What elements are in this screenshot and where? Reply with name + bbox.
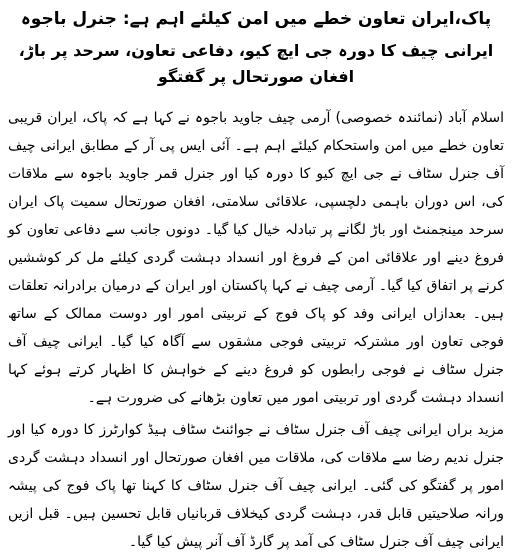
subheadline: ایرانی چیف کا دورہ جی ایچ کیو، دفاعی تعاون، سرحد پر باڑ، افغان صورتحال پر گفتگو (18, 41, 494, 86)
article-paragraph-2: مزید براں ایرانی چیف آف جنرل سٹاف نے جوائنٹ سٹاف ہیڈ کوارٹرز کا دورہ کیا اور جنرل ندیم رضا سے ملاقات کی، ملاقات میں افغان صورتحال اور انسداد دہشت گردی امور پر گفتگو کی گئی۔ ایرانی چیف آف جنرل سٹاف کا کہنا تھا پاک فوج کی پیشہ ورانہ صلاحیتیں قابل قدر، دہشت گردی کیخلاف قربانیاں قابل تحسین ہیں۔ قبل ازیں ایرانی چیف آف جنرل سٹاف کی آمد پر گارڈ آف آنر پیش کیا گیا۔ (8, 422, 504, 550)
headline: پاک،ایران تعاون خطے میں امن کیلئے اہم ہے: جنرل باجوہ (20, 9, 492, 29)
article-paragraph-1: اسلام آباد (نمائندہ خصوصی) آرمی چیف جاوید باجوہ نے کہا ہے کہ پاک، ایران قریبی تعاون خطے میں امن واستحکام کیلئے اہم ہے۔ آئی ایس پی آر کے مطابق ایرانی چیف آف جنرل سٹاف نے جی ایچ کیو کا دورہ کیا اور جنرل قمر جاوید باجوہ سے ملاقات کی، اس دوران باہمی دلچسپی، علاقائی سلامتی، افغان صورتحال سمیت پاک ایران سرحد مینجمنٹ اور باڑ لگانے پر تبادلہ خیال کیا گیا۔ دونوں جانب سے دفاعی تعاون کو فروغ دینے اور علاقائی امن کے فروغ اور انسداد دہشت گردی کیلئے مل کر کوششیں کرنے پر اتفاق کیا گیا۔ آرمی چیف نے کہا پاکستان اور ایران کے درمیان برادرانہ تعلقات ہیں۔ بعدازاں ایرانی وفد کو پاک فوج کے تربیتی امور اور دوست ممالک کے ساتھ فوجی تعاون اور مشترکہ تربیتی فوجی مشقوں سے آگاہ کیا گیا۔ ایرانی چیف آف جنرل سٹاف نے فوجی رابطوں کو فروغ دینے کے خواہش کا اظہار کرتے ہوئے کہا انسداد دہشت گردی اور تربیتی امور میں تعاون بڑھانے کی ضرورت ہے۔ (8, 110, 504, 406)
